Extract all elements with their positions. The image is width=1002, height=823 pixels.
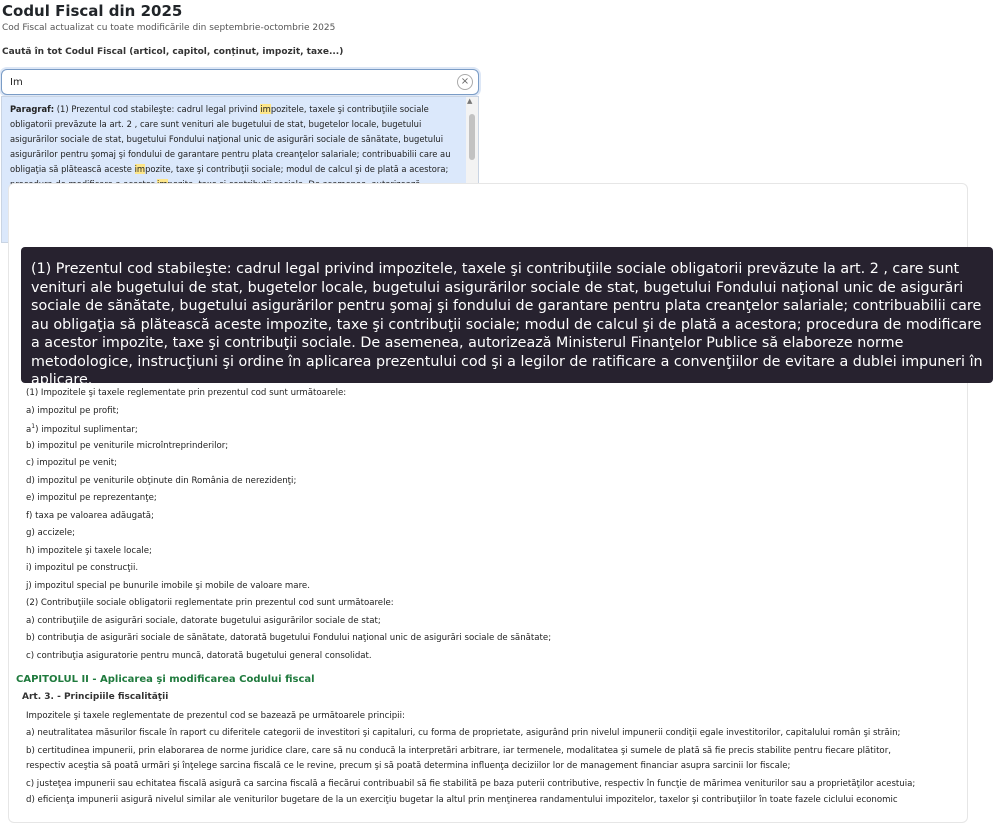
suggestion-text: pozite, taxe şi contribuţii sociale; modul de calcul şi de plată a acestora; <box>145 164 449 175</box>
list-item: d) impozitul pe veniturile obţinute din România de nerezidenţi; <box>26 476 297 486</box>
scroll-up-icon[interactable]: ▲ <box>467 97 473 105</box>
paragraph-line: c) justeţea impunerii sau echitatea fiscală asigură ca sarcina fiscală a fiecărui contribuabil să fie stabilită pe baza puterii contributive, respectiv în funcţie de mărimea veniturilor sau a proprietăţilor acestuia; <box>26 779 916 789</box>
list-item: h) impozitele şi taxele locale; <box>26 546 152 556</box>
search-label: Caută în tot Codul Fiscal (articol, capitol, conținut, impozit, taxe...) <box>2 47 344 57</box>
list-item-prefix: a <box>26 424 32 435</box>
suggestion-type-label: Paragraf: <box>10 104 55 114</box>
list-item: a) impozitul pe profit; <box>26 406 119 416</box>
list-item <box>26 423 138 435</box>
paragraph-tooltip: (1) Prezentul cod stabileşte: cadrul legal privind impozitele, taxele şi contribuţiile sociale obligatorii prevăzute la art. 2 , care sunt venituri ale bugetului de stat, bugetelor locale, bugetului asigurărilor sociale de stat, bugetului Fondului naţional unic de asigurări sociale de sănătate, bugetului asigurărilor pentru şomaj şi fondului de garantare pentru plata creanţelor salariale; contribuabilii care au obligaţia să plătească aceste impozite, taxe şi contribuţii sociale; modul de calcul şi de plată a acestora; procedura de modificare a acestor impozite, taxe şi contribuţii sociale. De asemenea, autorizează Ministerul Finanţelor Publice să elaboreze norme metodologice, instrucţiuni şi ordine în aplicarea prezentului cod şi a legilor de ratificare a convenţiilor de evitare a dublei impuneri în aplicare. <box>21 247 993 383</box>
list-item: f) taxa pe valoarea adăugată; <box>26 511 154 521</box>
list-item: b) impozitul pe veniturile microîntreprinderilor; <box>26 441 229 451</box>
page-subtitle: Cod Fiscal actualizat cu toate modificările din septembrie-octombrie 2025 <box>2 23 336 33</box>
list-item: c) impozitul pe venit; <box>26 458 118 468</box>
chapter-heading[interactable]: CAPITOLUL II - Aplicarea şi modificarea Codului fiscal <box>16 674 315 685</box>
paragraph-line: respectiv aceştia să poată urmări şi înţelege sarcina fiscală ce le revine, precum şi să poată determina influenţa deciziilor lor de management financiar asupra sarcinii lor fiscale; <box>26 761 791 771</box>
suggestion-text: (1) Prezentul cod stabileşte: cadrul legal privind <box>54 104 261 114</box>
scrollbar-thumb[interactable] <box>469 114 475 160</box>
paragraph-line: a) neutralitatea măsurilor fiscale în raport cu diferitele categorii de investitori şi capitaluri, cu forma de proprietate, asigurând prin nivelul impunerii condiţii egale investitorilor, capitalului român şi străin; <box>26 728 901 738</box>
list-item: (1) Impozitele şi taxele reglementate prin prezentul cod sunt următoarele: <box>26 388 347 398</box>
list-item: i) impozitul pe construcţii. <box>26 563 139 573</box>
article-heading[interactable]: Art. 3. - Principiile fiscalităţii <box>22 692 169 702</box>
superscript: 1 <box>31 423 36 430</box>
search-box <box>1 69 479 95</box>
clear-search-icon[interactable]: × <box>457 74 473 90</box>
paragraph-line: d) eficienţa impunerii asigură nivelul similar ale veniturilor bugetare de la un exerciţiu bugetar la altul prin menţinerea randamentului impozitelor, taxelor şi contribuţiilor în toate fazele ciclului economic <box>26 795 898 805</box>
list-item: b) contribuţia de asigurări sociale de sănătate, datorată bugetului Fondului naţional unic de asigurări sociale de sănătate; <box>26 633 552 643</box>
paragraph-line: b) certitudinea impunerii, prin elaborarea de norme juridice clare, care să nu conducă la interpretări arbitrare, iar termenele, modalitatea şi sumele de plată să fie precis stabilite pentru fiecare plătitor, <box>26 746 891 756</box>
search-input[interactable] <box>10 74 440 90</box>
match-highlight: im <box>260 104 271 114</box>
list-item: c) contribuţia asiguratorie pentru muncă, datorată bugetului general consolidat. <box>26 651 372 661</box>
list-item: e) impozitul pe reprezentanţe; <box>26 493 157 503</box>
page-title: Codul Fiscal din 2025 <box>2 2 183 20</box>
list-item: a) contribuţiile de asigurări sociale, datorate bugetului asigurărilor sociale de stat; <box>26 616 381 626</box>
list-item-text: ) impozitul suplimentar; <box>35 424 138 435</box>
suggestion-text: pozitele, taxele şi contribuţiile sociale obligatorii prevăzute la art. 2 , care sunt venituri ale bugetului de stat, bugetelor locale, bugetului asigurărilor sociale de stat, bugetului Fondului naţional unic de asigurări sociale de sănătate, bugetului asigurărilor pentru şomaj şi fondului de garantare pentru plata creanţelor salariale; contribuabilii care au obligaţia să plătească aceste <box>10 104 451 175</box>
match-highlight: im <box>134 164 146 175</box>
list-item: j) impozitul special pe bunurile imobile şi mobile de valoare mare. <box>26 581 310 591</box>
paragraph-line: Impozitele şi taxele reglementate de prezentul cod se bazează pe următoarele principii: <box>26 711 405 721</box>
list-item: (2) Contribuţiile sociale obligatorii reglementate prin prezentul cod sunt următoarele: <box>26 598 394 608</box>
list-item: g) accizele; <box>26 528 76 538</box>
